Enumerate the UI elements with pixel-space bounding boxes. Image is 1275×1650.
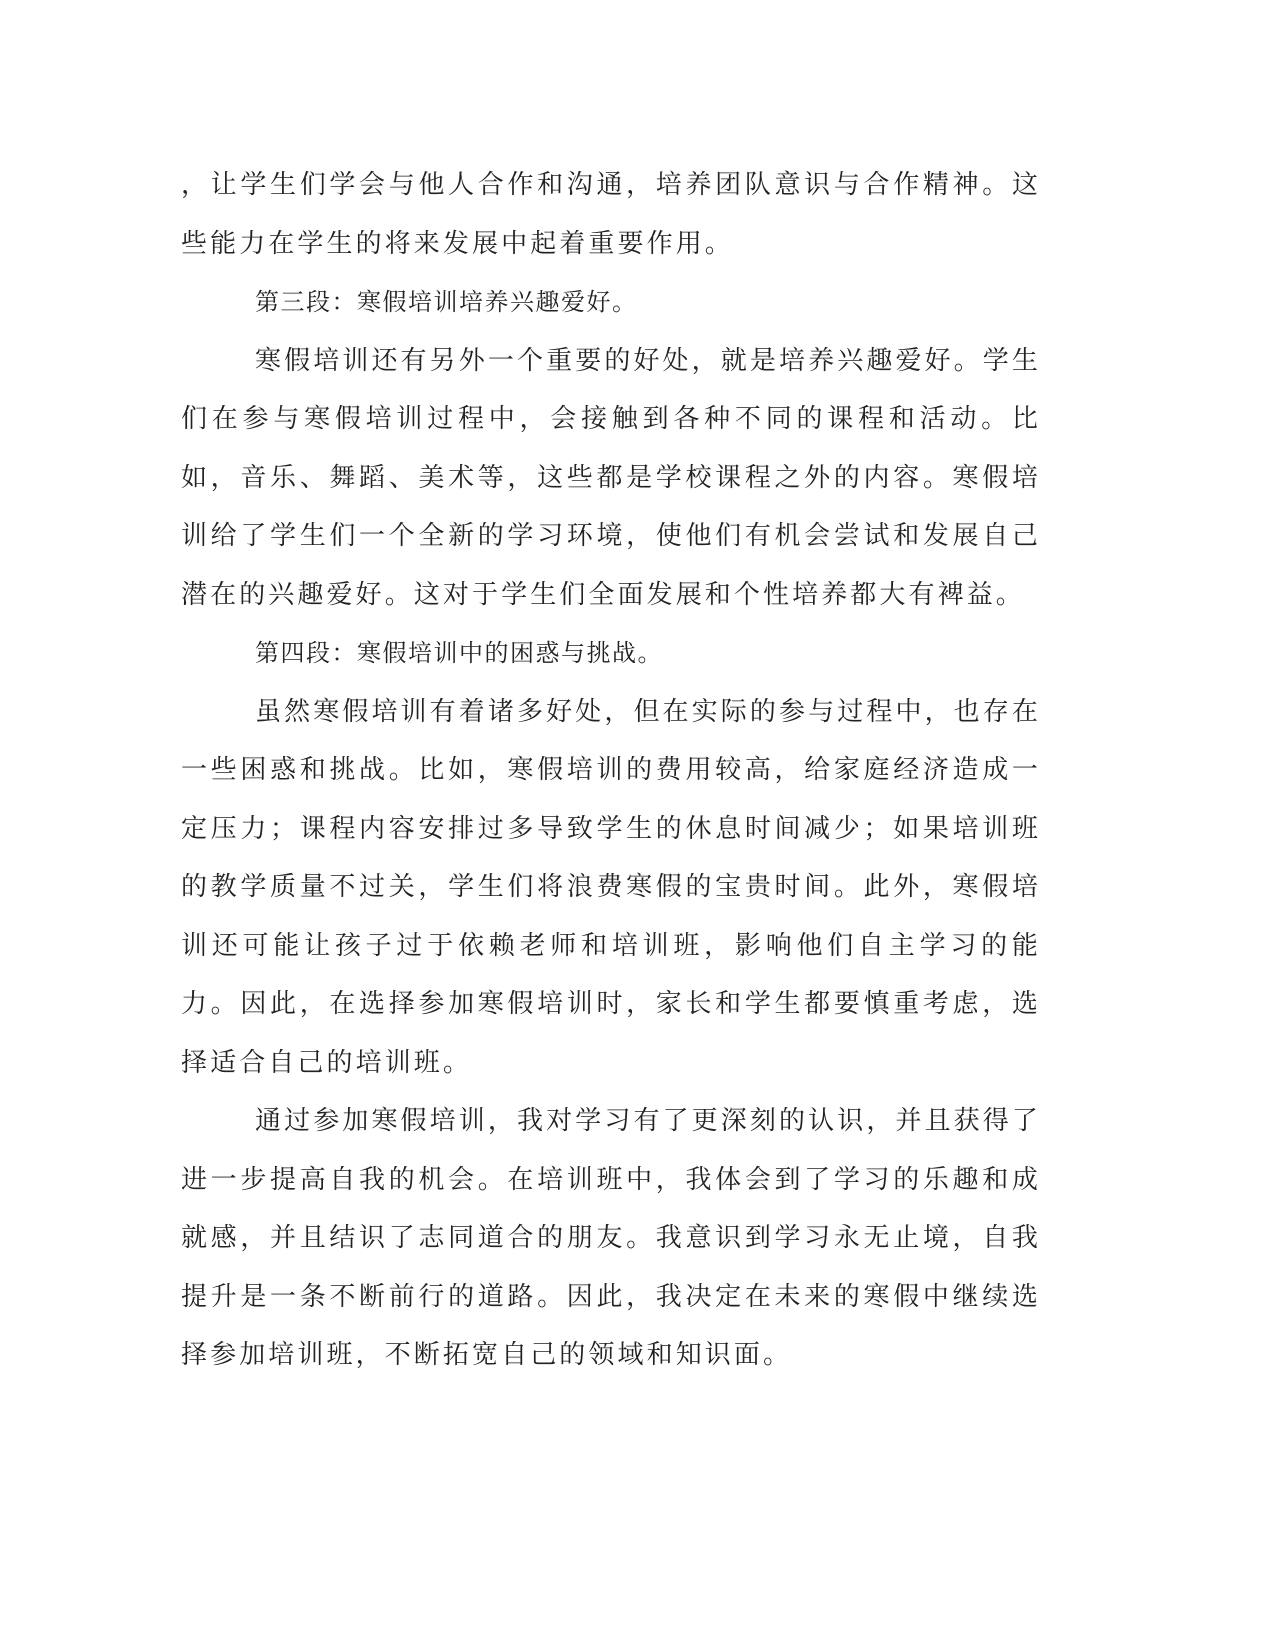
body-paragraph-interests: 寒假培训还有另外一个重要的好处，就是培养兴趣爱好。学生们在参与寒假培训过程中，会接触到各种不同的课程和活动。比如，音乐、舞蹈、美术等，这些都是学校课程之外的内容。寒假培训给了学生们一个全新的学习环境，使他们有机会尝试和发展自己潜在的兴趣爱好。这对于学生们全面发展和个性培养都大有裨益。 xyxy=(181,345,1041,610)
section-heading-3: 第三段：寒假培训培养兴趣爱好。 xyxy=(255,288,638,316)
body-paragraph-challenges: 虽然寒假培训有着诸多好处，但在实际的参与过程中，也存在一些困惑和挑战。比如，寒假培训的费用较高，给家庭经济造成一定压力；课程内容安排过多导致学生的休息时间减少；如果培训班的教学质量不过关，学生们将浪费寒假的宝贵时间。此外，寒假培训还可能让孩子过于依赖老师和培训班，影响他们自主学习的能力。因此，在选择参加寒假培训时，家长和学生都要慎重考虑，选择适合自己的培训班。 xyxy=(181,696,1041,1078)
body-paragraph-continuation: ，让学生们学会与他人合作和沟通，培养团队意识与合作精神。这些能力在学生的将来发展中起着重要作用。 xyxy=(181,170,1041,259)
section-heading-4: 第四段：寒假培训中的困惑与挑战。 xyxy=(255,639,663,667)
document-body xyxy=(181,156,1041,1385)
body-paragraph-conclusion: 通过参加寒假培训，我对学习有了更深刻的认识，并且获得了进一步提高自我的机会。在培训班中，我体会到了学习的乐趣和成就感，并且结识了志同道合的朋友。我意识到学习永无止境，自我提升是一条不断前行的道路。因此，我决定在未来的寒假中继续选择参加培训班，不断拓宽自己的领域和知识面。 xyxy=(181,1106,1041,1370)
